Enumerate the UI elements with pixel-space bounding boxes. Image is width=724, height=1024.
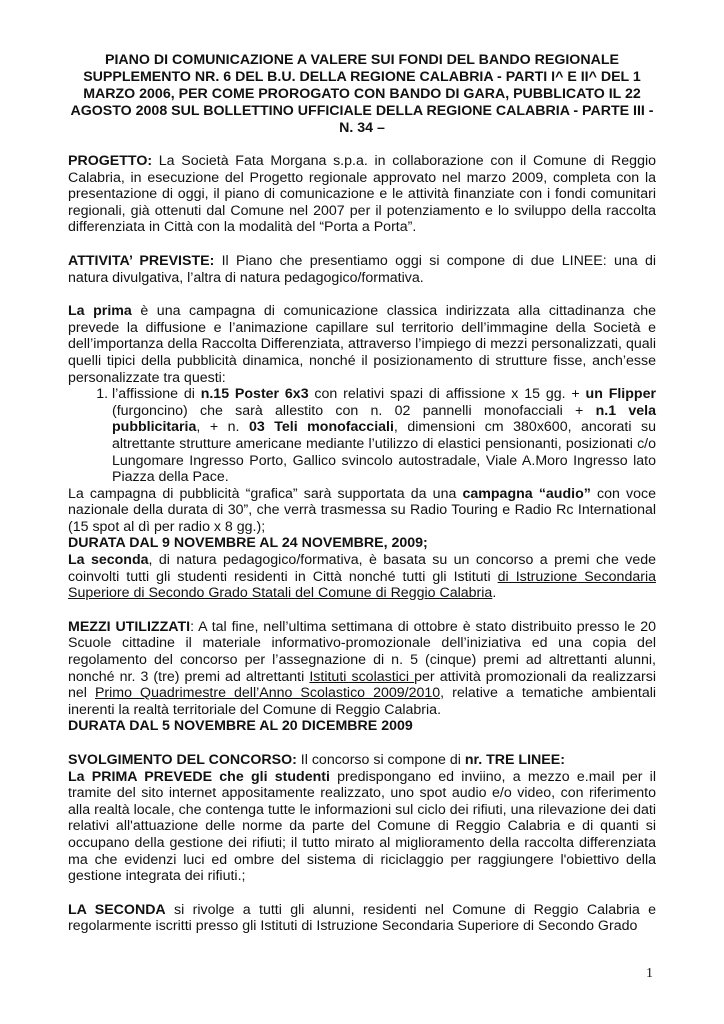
svolgimento-label: SVOLGIMENTO DEL CONCORSO: [68,752,297,768]
mezzi-text-3: , relative a tematiche ambientali inerenti la realtà territoriale del Comune di Reggio Calabria. [68,685,657,718]
list-text-1: l’affissione di [112,386,201,403]
durata-1-text: DURATA DAL 9 NOVEMBRE AL 24 NOVEMBRE, 2009; [68,535,428,552]
list-text-4: , + n. [196,419,249,436]
attivita-label: ATTIVITA’ PREVISTE: [68,252,215,269]
seconda-label: La seconda [68,552,149,569]
svolgimento-text-1: Il concorso si compone di [296,752,465,768]
audio-paragraph [68,486,656,536]
list-bold-flipper: un Flipper [585,386,656,403]
durata-2 [68,718,656,735]
document-page [68,52,656,935]
list-item [112,386,656,486]
list-bold-vela: n.1 vela pubblicitaria [112,402,656,436]
prima-paragraph [68,303,656,386]
mezzi-paragraph [68,619,656,719]
svolgimento-bold-prima: La PRIMA PREVEDE che gli studenti [68,768,330,785]
svolgimento-bold-linee: nr. TRE LINEE: [464,752,565,768]
seconda-end: . [492,585,497,602]
mezzi-underlined-1: Istituti scolastici [309,668,415,685]
progetto-text: La Società Fata Morgana s.p.a. in collaborazione con il Comune di Reggio Calabria, in esecuzione del Progetto regionale approvato nel marzo 2009, completa con la presentazione di oggi, il piano di comunicazione e le attività finanziate con i fondi comunitari regionali, già ottenuti dal Comune nel 2007 per il potenziamento e lo sviluppo della raccolta differenziata in Città con la modalità del “Porta a Porta”. [68,153,656,236]
media-list [68,386,656,486]
durata-2-text: DURATA DAL 5 NOVEMBRE AL 20 DICEMBRE 2009 [68,718,413,735]
mezzi-label: MEZZI UTILIZZATI [68,618,191,635]
prima-text: è una campagna di comunicazione classica indirizzata alla cittadinanza che prevede la diffusione e l’animazione capillare sul territorio dell’immagine della Società e dell’importanza della Raccolta Differenziata, attraverso l’impiego di mezzi personalizzati, quali quelli tipici della pubblicità dinamica, nonché il posizionamento di strutture fisse, anch’esse personalizzate tra questi: [68,303,656,386]
mezzi-text-2: per attività promozionali da realizzarsi nel [68,668,657,702]
prima-label: La prima [68,303,132,320]
attivita-paragraph [68,253,656,286]
la-seconda-label: LA SECONDA [68,901,166,918]
progetto-label: PROGETTO: [68,153,153,169]
seconda-paragraph [68,552,656,602]
seconda-text: , di natura pedagogico/formativa, è basata su un concorso a premi che vede coinvolti tutti gli studenti residenti in Città nonché tutti gli Istituti [68,552,657,585]
svolgimento-heading [68,752,656,769]
audio-text-1: La campagna di pubblicità “grafica” sarà supportata da una [68,485,463,502]
list-text-5: , dimensioni cm 380x600, ancorati su altrettante strutture americane mediante l’utilizzo di elastici pensionanti, posizionati c/o Lungomare Ingresso Porto, Gallico svincolo autostradale, Viale A.Moro Ingresso lato Piazza della Pace. [112,419,657,486]
list-text-2: con relativi spazi di affissione x 15 gg. + [308,386,586,403]
la-seconda-text: si rivolge a tutti gli alunni, residenti nel Comune di Reggio Calabria e regolarmente iscritti presso gli Istituti di Istruzione Secondaria Superiore di Secondo Grado [68,901,656,935]
mezzi-text-1: : A tal fine, nell’ultima settimana di ottobre è stato distribuito presso le 20 Scuole cittadine il materiale informativo-promozionale dell’iniziativa ed una copia del regolamento del concorso per l’assegnazione di n. 5 (cinque) premi ad altrettanti alunni, nonché nr. 3 (tre) premi ad altrettanti [68,618,656,685]
page-number: 1 [646,966,653,981]
progetto-paragraph [68,153,656,236]
audio-bold: campagna “audio” [462,485,591,502]
document-title: PIANO DI COMUNICAZIONE A VALERE SUI FONDI DEL BANDO REGIONALE SUPPLEMENTO NR. 6 DEL B.U. DELLA REGIONE CALABRIA - PARTI I^ E II^ DEL 1 MARZO 2006, PER COME PROROGATO CON BANDO DI GARA, PUBBLICATO IL 22 AGOSTO 2008 SUL BOLLETTINO UFFICIALE DELLA REGIONE CALABRIA - PARTE III - N. 34 – [70,52,654,136]
audio-text-2: con voce nazionale della durata di 30”, che verrà trasmessa su Radio Touring e Radio Rc International (15 spot al dì per radio x 8 gg.); [68,485,657,535]
la-seconda-paragraph [68,902,656,935]
list-text-3: (furgoncino) che sarà allestito con n. 02 pannelli monofacciali + [112,402,596,419]
mezzi-underlined-2: Primo Quadrimestre dell’Anno Scolastico 2009/2010 [94,685,441,702]
attivita-text: Il Piano che presentiamo oggi si compone di due LINEE: una di natura divulgativa, l’altra di natura pedagogico/formativa. [68,252,656,286]
seconda-underlined: di Istruzione Secondaria Superiore di Secondo Grado Statali del Comune di Reggio Calabria [68,568,656,602]
svolgimento-text-2: predispongano ed inviino, a mezzo e.mail per il tramite del sito internet appositamente realizzato, uno spot audio e/o video, con riferimento alla realtà locale, che contenga tutte le informazioni sul ciclo dei rifiuti, una rilevazione dei dati relativi all'attuazione delle norme da parte del Comune di Reggio Calabria e di quanti si occupano della gestione dei rifiuti; il tutto mirato al miglioramento della raccolta differenziata ma che evidenzi luci ed ombre del sistema di riciclaggio per raggiungere l'obiettivo della gestione integrata dei rifiuti.; [68,768,656,885]
durata-1 [68,535,656,552]
list-bold-teli: 03 Teli monofacciali [248,419,394,436]
svolgimento-paragraph [68,769,656,885]
list-bold-poster: n.15 Poster 6x3 [200,386,309,403]
